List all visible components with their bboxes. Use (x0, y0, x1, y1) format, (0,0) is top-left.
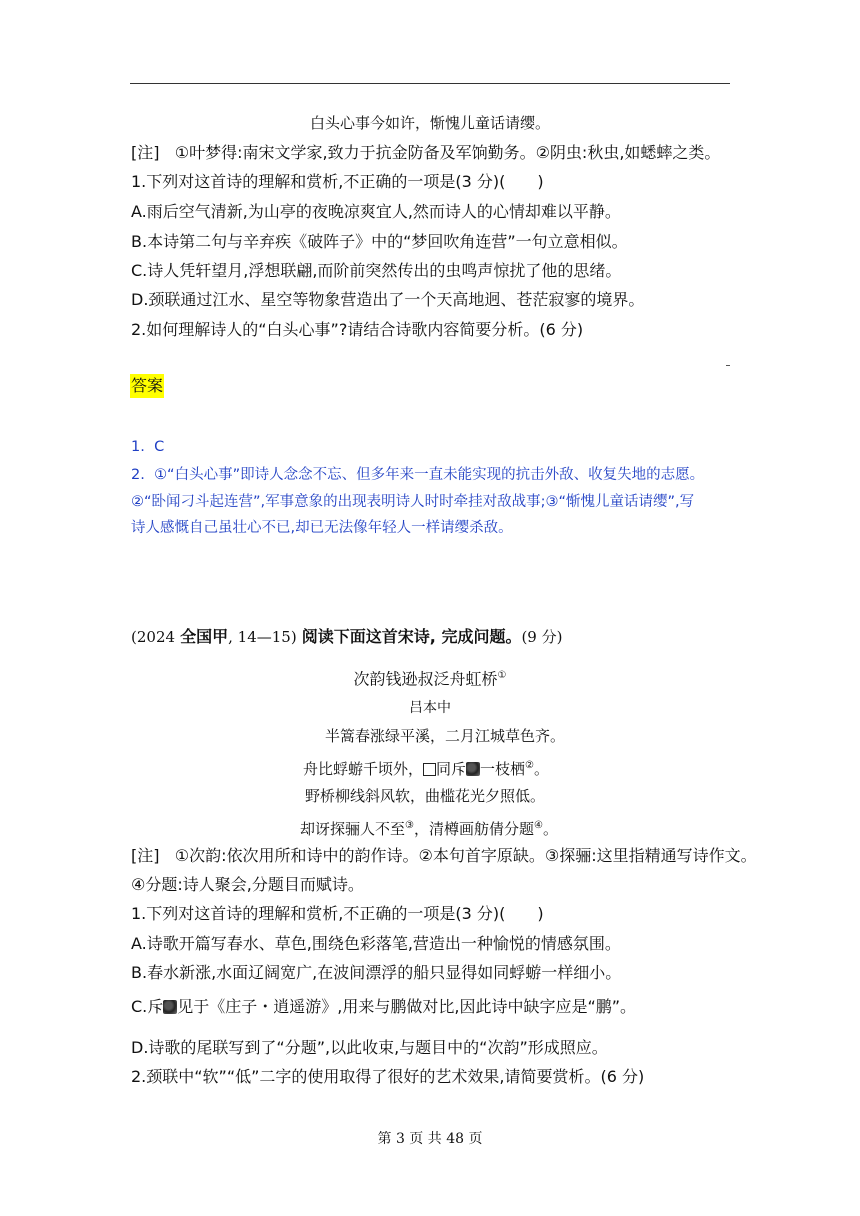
answer-line-4: 诗人感慨自己虽壮心不已,却已无法像年轻人一样请缨杀敌。 (131, 520, 513, 536)
option-c-1: C.诗人凭轩望月,浮想联翩,而阶前突然传出的虫鸣声惊扰了他的思绪。 (131, 261, 622, 280)
question-2-2: 2.颈联中“软”“低”二字的使用取得了很好的艺术效果,请简要赏析。(6 分) (131, 1067, 645, 1086)
note-2-text: ①次韵:依次用所和诗中的韵作诗。②本句首字原缺。③探骊:这里指精通写诗作文。 (174, 846, 757, 865)
answer-label: 答案 (130, 374, 164, 398)
poem-author: 吕本中 (409, 700, 451, 716)
poem-line-4-a: 却讶探骊人不至 (300, 820, 406, 838)
poem-line-2-b: 同斥 (436, 760, 467, 778)
note-2 (131, 846, 757, 866)
poem-line-4-end: 。 (542, 820, 558, 838)
note-1 (131, 143, 720, 163)
note-2-continued: ④分题:诗人聚会,分题目而赋诗。 (131, 875, 364, 894)
option-b-2: B.春水新涨,水面辽阔宽广,在波间漂浮的船只显得如同蜉蝣一样细小。 (131, 963, 622, 982)
rare-character-glyph (163, 1000, 177, 1014)
poem-line-3: 野桥柳线斜风软，曲槛花光夕照低。 (305, 787, 546, 805)
option-c-2-b: 见于《庄子・逍遥游》,用来与鹏做对比,因此诗中缺字应是“鹏”。 (177, 997, 637, 1016)
poem-title (0, 666, 860, 689)
option-a-2: A.诗歌开篇写春水、草色,围绕色彩落笔,营造出一种愉悦的情感氛围。 (131, 934, 621, 953)
poem-line-4-b: ，清樽画舫倩分题 (413, 820, 534, 838)
header-rule (130, 83, 730, 84)
poem-last-line: 白头心事今如许，惭愧儿童话请缨。 (309, 114, 550, 132)
option-c-2 (131, 997, 636, 1017)
answer-num-1: 1. (131, 439, 145, 455)
answer-line-3: ②“卧闻刁斗起连营”,军事意象的出现表明诗人时时牵挂对敌战事;③“惭愧儿童话请缨”,写 (131, 494, 695, 510)
answer-text-2: ①“白头心事”即诗人念念不忘、但多年来一直未能实现的抗击外敌、收复失地的志愿。 (154, 467, 705, 483)
note-label: [注] (131, 143, 160, 162)
note-2-label: [注] (131, 846, 160, 865)
answer-num-2: 2. (131, 467, 145, 483)
poem-line-2 (303, 756, 549, 779)
points: (9 分) (521, 628, 563, 646)
source-exam: 全国甲 (180, 627, 229, 646)
poem-line-2-a: 舟比蜉蝣千顷外， (303, 760, 424, 778)
option-b-1: B.本诗第二句与辛弃疾《破阵子》中的“梦回吹角连营”一句立意相似。 (131, 232, 628, 251)
source-year: (2024 (131, 628, 176, 646)
poem-line-2-end: 。 (534, 760, 550, 778)
poem-title-text: 次韵钱逊叔泛舟虹桥 (353, 669, 498, 689)
question-2-1: 1.下列对这首诗的理解和赏析,不正确的一项是(3 分)( ) (131, 904, 544, 923)
source-range: , 14—15) (228, 628, 297, 646)
question-1-2: 2.如何理解诗人的“白头心事”?请结合诗歌内容简要分析。(6 分) (131, 320, 584, 339)
poem-line-4 (300, 816, 558, 839)
question-2-header (131, 627, 562, 647)
answer-line-2 (131, 465, 704, 485)
poem-line-1: 半篙春涨绿平溪，二月江城草色齐。 (325, 727, 566, 745)
option-d-1: D.颈联通过江水、星空等物象营造出了一个天高地迥、苍茫寂寥的境界。 (131, 290, 645, 309)
poem-line-2-c: 一枝栖 (480, 760, 526, 778)
missing-char-box (423, 763, 436, 776)
page-footer: 第 3 页 共 48 页 (377, 1131, 483, 1147)
poem-line-4-note1: ③ (405, 820, 414, 831)
rare-character-glyph (466, 762, 480, 776)
answer-line-1 (131, 437, 164, 457)
question-1-1: 1.下列对这首诗的理解和赏析,不正确的一项是(3 分)( ) (131, 172, 544, 191)
poem-line-2-note: ② (525, 760, 535, 771)
small-mark (726, 365, 730, 366)
poem-line-4-note2: ④ (534, 820, 543, 831)
answer-text-1: C (154, 439, 165, 455)
option-c-2-a: C.斥 (131, 997, 164, 1016)
instruction: 阅读下面这首宋诗, 完成问题。 (301, 627, 522, 646)
option-d-2: D.诗歌的尾联写到了“分题”,以此收束,与题目中的“次韵”形成照应。 (131, 1038, 608, 1057)
note-text: ①叶梦得:南宋文学家,致力于抗金防备及军饷勤务。②阴虫:秋虫,如蟋蟀之类。 (174, 143, 721, 162)
option-a-1: A.雨后空气清新,为山亭的夜晚凉爽宜人,然而诗人的心情却难以平静。 (131, 202, 621, 221)
poem-title-note: ① (497, 670, 507, 681)
